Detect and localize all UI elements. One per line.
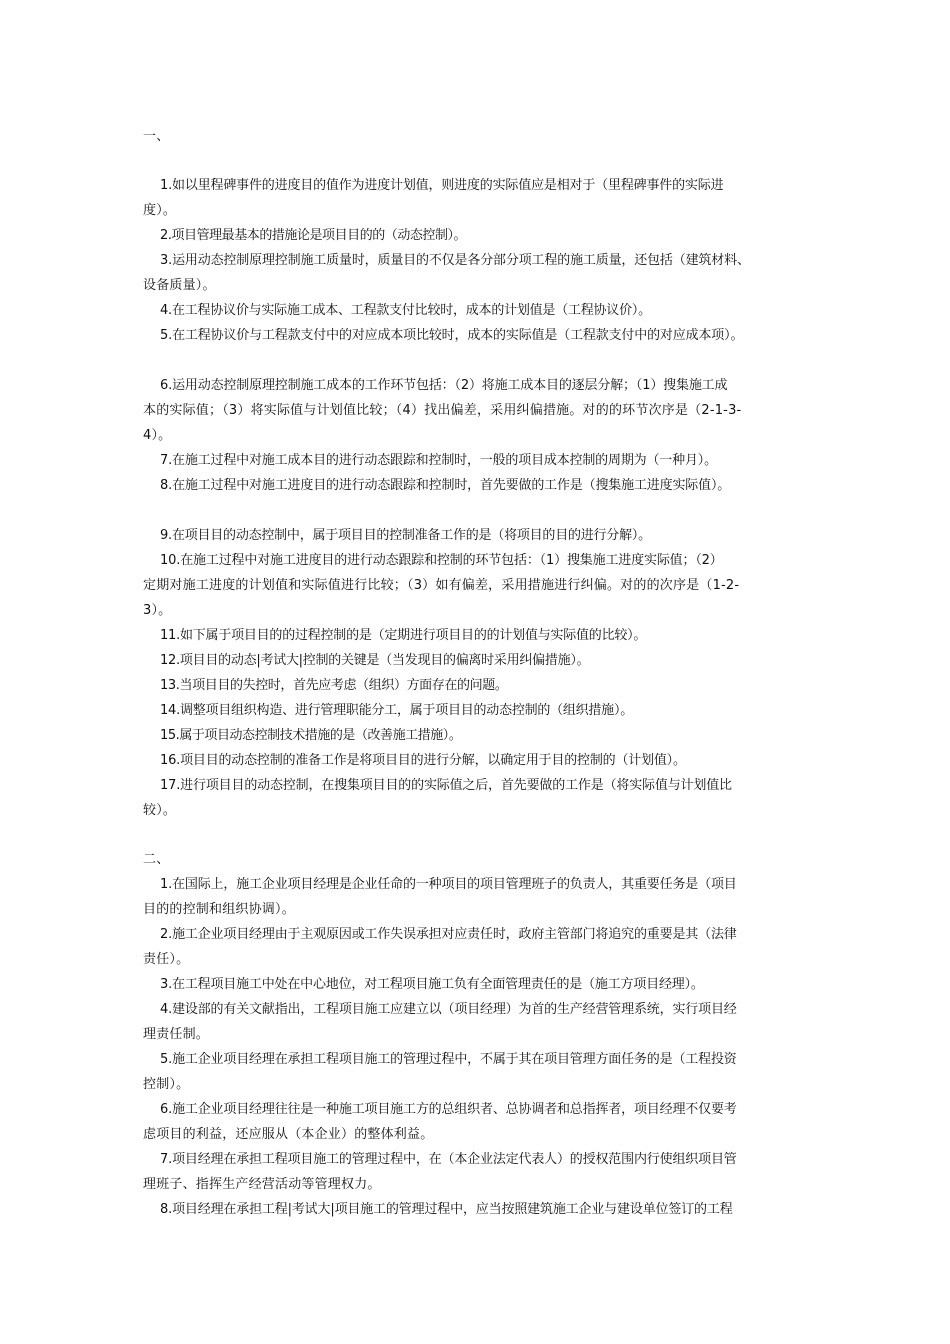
paragraph-line: 3.在工程项目施工中处在中心地位，对工程项目施工负有全面管理责任的是（施工方项目经理）。: [160, 977, 704, 992]
paragraph-line: 虑项目的利益，还应服从（本企业）的整体利益。: [143, 1127, 434, 1142]
paragraph-line: 责任）。: [143, 952, 190, 967]
paragraph-line: 设备质量）。: [143, 278, 216, 293]
paragraph-line: 控制）。: [143, 1077, 190, 1092]
paragraph-line: 13.当项目目的失控时，首先应考虑（组织）方面存在的问题。: [160, 678, 508, 693]
paragraph-line: 2.施工企业项目经理由于主观原因或工作失误承担对应责任时，政府主管部门将追究的重要是其（法律: [160, 927, 737, 942]
paragraph-line: 5.施工企业项目经理在承担工程项目施工的管理过程中，不属于其在项目管理方面任务的是（工程投资: [160, 1052, 737, 1067]
paragraph-line: 目的的控制和组织协调）。: [143, 902, 295, 917]
paragraph-line: 3）。: [143, 603, 172, 618]
paragraph-line: 16.项目目的动态控制的准备工作是将项目目的进行分解，以确定用于目的控制的（计划值）。: [160, 753, 686, 768]
paragraph-line: 4）。: [143, 428, 172, 443]
paragraph-line: 14.调整项目组织构造、进行管理职能分工，属于项目目的动态控制的（组织措施）。: [160, 703, 633, 718]
paragraph-line: 1.如以里程碑事件的进度目的值作为进度计划值，则进度的实际值应是相对于（里程碑事件的实际进: [160, 178, 724, 193]
paragraph-line: 较）。: [143, 803, 177, 818]
paragraph-line: 7.在施工过程中对施工成本目的进行动态跟踪和控制时，一般的项目成本控制的周期为（一种月）。: [160, 453, 717, 468]
paragraph-line: 4.建设部的有关文献指出，工程项目施工应建立以（项目经理）为首的生产经营管理系统，实行项目经: [160, 1002, 737, 1017]
paragraph-line: 7.项目经理在承担工程项目施工的管理过程中，在（本企业法定代表人）的授权范围内行使组织项目管: [160, 1152, 737, 1167]
paragraph-line: 17.进行项目目的动态控制，在搜集项目目的的实际值之后，首先要做的工作是（将实际值与计划值比: [160, 778, 732, 793]
paragraph-line: 6.运用动态控制原理控制施工成本的工作环节包括：（2）将施工成本目的逐层分解；（1）搜集施工成: [160, 378, 728, 393]
paragraph-line: 3.运用动态控制原理控制施工质量时，质量目的不仅是各分部分项工程的施工质量，还包括（建筑材料、: [160, 253, 750, 268]
paragraph-line: 6.施工企业项目经理往往是一种施工项目施工方的总组织者、总协调者和总指挥者，项目经理不仅要考: [160, 1102, 737, 1117]
paragraph-line: 12.项目目的动态|考试大|控制的关键是（当发现目的偏离时采用纠偏措施）。: [160, 653, 590, 668]
paragraph-line: 11.如下属于项目目的的过程控制的是（定期进行项目目的的计划值与实际值的比较）。: [160, 628, 647, 643]
paragraph-line: 定期对施工进度的计划值和实际值进行比较；（3）如有偏差，采用措施进行纠偏。对的的次序是（1-2-: [143, 578, 740, 593]
paragraph-line: 2.项目管理最基本的措施论是项目目的的（动态控制）。: [160, 228, 467, 243]
paragraph-line: 本的实际值；（3）将实际值与计划值比较；（4）找出偏差，采用纠偏措施。对的的环节次序是（2-1-3-: [143, 403, 742, 418]
paragraph-line: 15.属于项目动态控制技术措施的是（改善施工措施）。: [160, 728, 462, 743]
paragraph-line: 理班子、指挥生产经营活动等管理权力。: [143, 1177, 381, 1192]
paragraph-line: 5.在工程协议价与工程款支付中的对应成本项比较时，成本的实际值是（工程款支付中的对应成本项）。: [160, 328, 744, 343]
paragraph-line: 9.在项目目的动态控制中，属于项目目的控制准备工作的是（将项目的目的进行分解）。: [160, 528, 651, 543]
paragraph-line: 度）。: [143, 203, 177, 218]
section-2-heading: 二、: [143, 852, 170, 867]
paragraph-line: 理责任制。: [143, 1027, 210, 1042]
paragraph-line: 8.在施工过程中对施工进度目的进行动态跟踪和控制时，首先要做的工作是（搜集施工进度实际值）。: [160, 478, 731, 493]
paragraph-line: 1.在国际上，施工企业项目经理是企业任命的一种项目的项目管理班子的负责人，其重要任务是（项目: [160, 877, 737, 892]
section-1-heading: 一、: [143, 129, 170, 144]
paragraph-line: 10.在施工过程中对施工进度目的进行动态跟踪和控制的环节包括：（1）搜集施工进度实际值；（2）: [160, 553, 723, 568]
paragraph-line: 4.在工程协议价与实际施工成本、工程款支付比较时，成本的计划值是（工程协议价）。: [160, 303, 651, 318]
paragraph-line: 8.项目经理在承担工程|考试大|项目施工的管理过程中，应当按照建筑施工企业与建设单位签订的工程: [160, 1202, 733, 1217]
